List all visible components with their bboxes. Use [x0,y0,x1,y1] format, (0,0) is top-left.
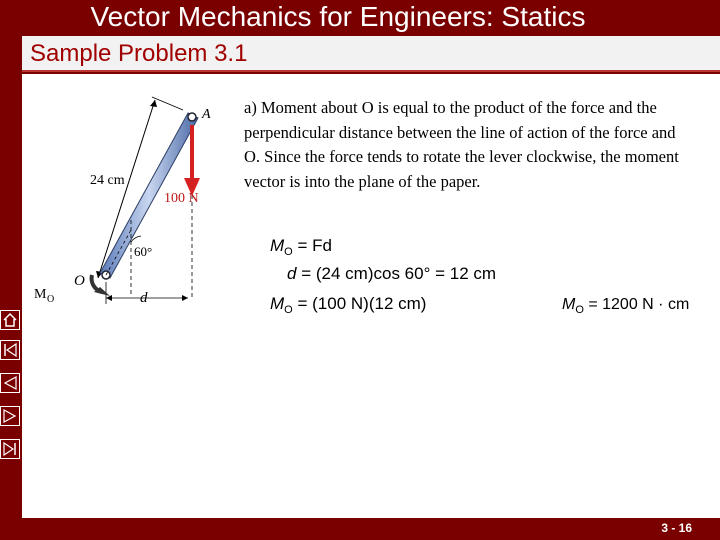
last-icon [1,440,19,458]
label-o: O [74,273,85,289]
prev-icon [1,374,19,392]
pin-a [188,113,196,121]
label-angle: 60° [134,244,153,259]
subtitle-text: Sample Problem 3.1 [30,40,248,67]
first-icon [1,341,19,359]
prev-slide-button[interactable] [0,373,20,393]
label-force: 100 N [164,191,199,206]
slide-content [22,74,720,518]
label-a: A [202,107,211,122]
next-icon [1,407,19,425]
last-slide-button[interactable] [0,439,20,459]
lever-figure [30,92,230,332]
label-length: 24 cm [90,173,125,188]
equation-3: $M_O = (100$ N)(12 cm) [270,294,427,316]
next-slide-button[interactable] [0,406,20,426]
equation-1: $M_O = Fd$ [270,236,332,258]
subtitle-bar [22,36,720,72]
home-button[interactable] [0,310,20,330]
footer-bar [22,518,720,540]
label-d: d [140,290,148,306]
first-slide-button[interactable] [0,340,20,360]
slide-title: Vector Mechanics for Engineers: Statics [90,1,586,32]
home-icon [1,311,19,329]
page-number: 3 - 16 [661,521,692,535]
label-moment-sub: O [47,294,55,305]
solution-text-a: a) Moment about O is equal to the product of the force and the perpendicular distance between the line of action of the force and O. Since the force tends to rotate the lever clockwise, the moment vector is into the plane of the paper. [244,98,679,191]
equation-2: d = (24 cm)cos 60° = 12 cm [287,264,497,283]
result-equation: $M_O = 1200$ N · cm [562,296,690,316]
label-moment: M [34,287,47,302]
